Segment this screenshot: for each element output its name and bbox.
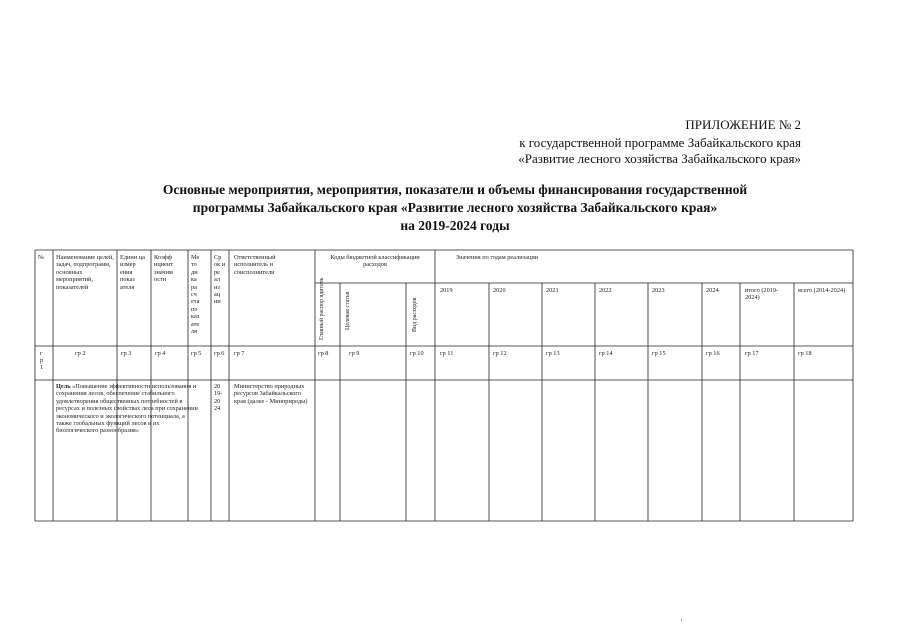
col-number-6: гр 6 bbox=[214, 350, 225, 357]
col-number-8: гр 8 bbox=[318, 350, 329, 357]
header-target-article: Целевая статья bbox=[345, 291, 351, 330]
scan-artifact bbox=[681, 618, 682, 622]
col-number-5: гр 5 bbox=[191, 350, 202, 357]
header-unit: Едини ца измер ения показ ателя bbox=[120, 254, 145, 291]
col-number-16: гр 16 bbox=[706, 350, 720, 357]
appendix-line-2: «Развитие лесного хозяйства Забайкальского края» bbox=[518, 151, 801, 166]
goal-term: 20 19- 20 24 bbox=[214, 383, 223, 413]
col-number-17: гр 17 bbox=[745, 350, 759, 357]
appendix-line-1: к государственной программе Забайкальского края bbox=[519, 135, 801, 150]
header-coefficient: Коэфф ициент значим ости bbox=[154, 254, 174, 284]
document-title-line-3: на 2019-2024 годы bbox=[400, 218, 510, 233]
header-year-2020: 2020 bbox=[493, 287, 506, 294]
col-number-13: гр 13 bbox=[546, 350, 560, 357]
header-budget-codes: Коды бюджетной классификации расходов bbox=[330, 254, 420, 269]
header-term: Ср ок и ре ал из ац ии bbox=[214, 254, 226, 306]
header-total-2014-2024: всего (2014-2024) bbox=[798, 287, 846, 294]
col-number-10: гр 10 bbox=[410, 350, 424, 357]
document-title-line-2: программы Забайкальского края «Развитие лесного хозяйства Забайкальского края» bbox=[192, 200, 718, 215]
header-year-2021: 2021 bbox=[546, 287, 559, 294]
header-method: Ме то ди ка ра сч ета по каз ате ля bbox=[191, 254, 200, 336]
header-year-2023: 2023 bbox=[652, 287, 665, 294]
header-responsible: Ответственный исполнитель и соисполнители bbox=[234, 254, 276, 276]
col-number-2: гр 2 bbox=[75, 350, 86, 357]
header-year-2024: 2024 bbox=[706, 287, 719, 294]
col-number-9: гр 9 bbox=[349, 350, 360, 357]
col-number-11: гр 11 bbox=[440, 350, 454, 357]
document-title-line-1: Основные мероприятия, мероприятия, показатели и объемы финансирования государственной bbox=[162, 182, 748, 197]
col-number-12: гр 12 bbox=[493, 350, 507, 357]
goal-cell bbox=[56, 383, 202, 435]
col-number-14: гр 14 bbox=[599, 350, 613, 357]
col-number-18: гр 18 bbox=[798, 350, 812, 357]
goal-text: «Повышение эффективности использования и сохранения лесов, обеспечение стабильного удовлетворения общественных потребностей в ресурсах и полезных свойствах леса при сохранении экономического и экологического потенциала, а также глобальных функций лесов и их биологического разнообразия» bbox=[56, 383, 198, 435]
col-number-7: гр 7 bbox=[234, 350, 245, 357]
header-chief-administrator: Главный распор ядитель bbox=[319, 277, 325, 340]
goal-responsible: Министерство природных ресурсов Забайкальского края (далее - Минприроды) bbox=[234, 383, 308, 405]
header-year-2022: 2022 bbox=[599, 287, 612, 294]
header-expense-type: Вид расходов bbox=[412, 297, 418, 332]
header-year-2019: 2019 bbox=[440, 287, 453, 294]
header-values-by-year: Значения по годам реализации bbox=[456, 254, 539, 261]
col-number-15: гр 15 bbox=[652, 350, 666, 357]
header-total-2019-2024: итого (2019-2024) bbox=[745, 287, 779, 302]
goal-label: Цель bbox=[56, 383, 71, 390]
header-name: Наименование целей, задач, подпрограмм, основных мероприятий, показателей bbox=[56, 254, 114, 291]
col-number-1: г р 1 bbox=[40, 350, 44, 371]
appendix-heading: ПРИЛОЖЕНИЕ № 2 bbox=[685, 117, 801, 132]
col-number-4: гр 4 bbox=[155, 350, 166, 357]
col-number-3: гр 3 bbox=[121, 350, 132, 357]
header-number: № bbox=[38, 254, 45, 261]
